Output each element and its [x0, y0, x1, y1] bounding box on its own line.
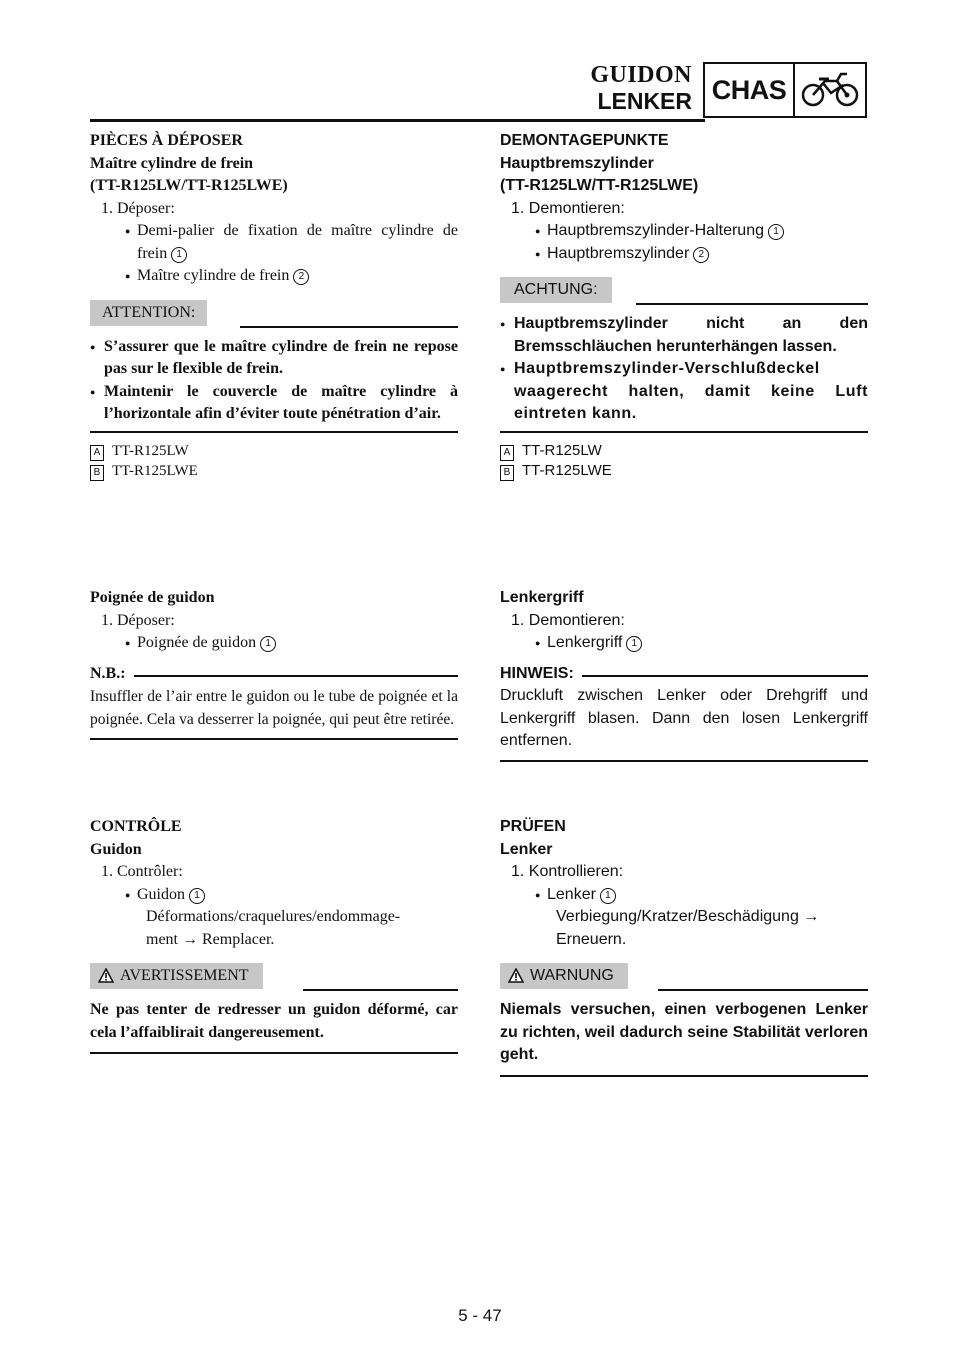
fr-caution-2: ● Maintenir le couvercle de maître cylindre à l’horizontale afin d’éviter toute pénétration d’air.	[90, 381, 458, 426]
fr-model-line: (TT-R125LW/TT-R125LWE)	[90, 177, 288, 194]
de-step: 1. Demontieren:	[511, 199, 625, 217]
fr-check-detail-1: Déformations/craquelures/endommage-	[146, 908, 401, 925]
fr-check-detail-2: ment → Remplacer.	[146, 930, 275, 948]
fr-grip-step: 1. Déposer:	[101, 611, 175, 629]
fr-ref-b: B TT-R125LWE	[90, 461, 458, 481]
de-check-heading: PRÜFEN	[500, 818, 566, 835]
de-check-sub: Lenker	[500, 840, 553, 858]
de-note-text: Druckluft zwischen Lenker oder Drehgriff und Lenkergriff blasen. Dann den losen Lenkergriff entfernen.	[500, 687, 868, 749]
fr-item-1: ● Demi-palier de fixation de maître cylindre de frein 1	[90, 220, 458, 265]
de-caution-1: ● Hauptbremszylinder nicht an den Bremsschläuchen herunterhängen lassen.	[500, 313, 868, 358]
fr-grip-item: ● Poignée de guidon 1	[90, 632, 458, 655]
caution-end-rule	[90, 431, 458, 433]
de-grip-item: ● Lenkergriff 1	[500, 632, 868, 655]
de-check-detail-1: Verbiegung/Kratzer/Beschädigung →	[556, 908, 820, 925]
de-heading: DEMONTAGEPUNKTE	[500, 132, 669, 149]
fr-warning-text: Ne pas tenter de redresser un guidon déformé, car cela l’affaiblirait dangereusement.	[90, 1001, 458, 1041]
section-title	[590, 63, 692, 113]
de-subheading: Hauptbremszylinder	[500, 154, 654, 172]
fr-check-sub: Guidon	[90, 840, 142, 858]
fr-caution-header	[90, 300, 458, 330]
de-item-1: ● Hauptbremszylinder-Halterung 1	[500, 220, 868, 243]
fr-caution-1: ● S’assurer que le maître cylindre de frein ne repose pas sur le flexible de frein.	[90, 336, 458, 381]
callout-1: 1	[171, 247, 187, 263]
fr-subheading: Maître cylindre de frein	[90, 154, 254, 172]
de-check-detail-2: Erneuern.	[556, 930, 627, 948]
fr-step: 1. Déposer:	[101, 199, 175, 217]
header-rule	[90, 119, 705, 122]
de-warning-header: WARNUNG	[500, 963, 868, 993]
fr-ref-a: A TT-R125LW	[90, 441, 458, 461]
fr-check-item: ● Guidon 1	[90, 884, 458, 907]
de-model-line: (TT-R125LW/TT-R125LWE)	[500, 177, 699, 194]
motorcycle-icon	[795, 64, 865, 116]
de-grip-section	[500, 587, 868, 762]
de-check-step: 1. Kontrollieren:	[511, 863, 624, 880]
fr-note-header	[90, 663, 458, 686]
warning-tag: AVERTISSEMENT	[90, 963, 263, 989]
fr-check-section	[90, 816, 458, 1054]
fr-warning-header	[90, 963, 458, 993]
warning-triangle-icon	[508, 968, 524, 983]
de-removal-section	[500, 130, 868, 481]
de-grip-step: 1. Demontieren:	[511, 611, 625, 629]
de-item-2: ● Hauptbremszylinder 2	[500, 243, 868, 266]
fr-item-2: ● Maître cylindre de frein 2	[90, 265, 458, 288]
chapter-label: CHAS	[705, 64, 795, 116]
fr-check-step: 1. Contrôler:	[101, 863, 183, 880]
de-check-section	[500, 816, 868, 1077]
fr-heading: PIÈCES À DÉPOSER	[90, 132, 243, 149]
fr-grip-heading: Poignée de guidon	[90, 589, 215, 606]
fr-grip-section	[90, 587, 458, 740]
caution-rule	[240, 326, 458, 328]
note-label: N.B.:	[90, 664, 126, 682]
warning-triangle-icon	[98, 968, 114, 983]
fr-note-text: Insuffler de l’air entre le guidon ou le tube de poignée et la poignée. Cela va desserrer la poignée, qui peut être retirée.	[90, 688, 458, 728]
de-grip-heading: Lenkergriff	[500, 589, 584, 606]
caution-label: ATTENTION:	[90, 300, 207, 326]
fr-check-heading: CONTRÔLE	[90, 818, 182, 835]
callout-2: 2	[293, 269, 309, 285]
de-warning-text: Niemals versuchen, einen verbogenen Lenker zu richten, weil dadurch seine Stabilität verloren geht.	[500, 1001, 868, 1063]
de-ref-a: A TT-R125LW	[500, 441, 868, 461]
page-number: 5 - 47	[458, 1306, 502, 1325]
de-check-item: ● Lenker 1	[500, 884, 868, 907]
title-de: LENKER	[597, 88, 692, 114]
title-fr: GUIDON	[590, 62, 692, 88]
de-note-header: HINWEIS:	[500, 663, 868, 686]
de-ref-b: B TT-R125LWE	[500, 461, 868, 481]
de-caution-2: ● Hauptbremszylinder-Verschlußdeckel waagerecht halten, damit keine Luft eintreten kann.	[500, 358, 868, 426]
de-caution-header: ACHTUNG:	[500, 277, 868, 307]
fr-removal-section	[90, 130, 458, 481]
chapter-badge	[703, 62, 867, 118]
